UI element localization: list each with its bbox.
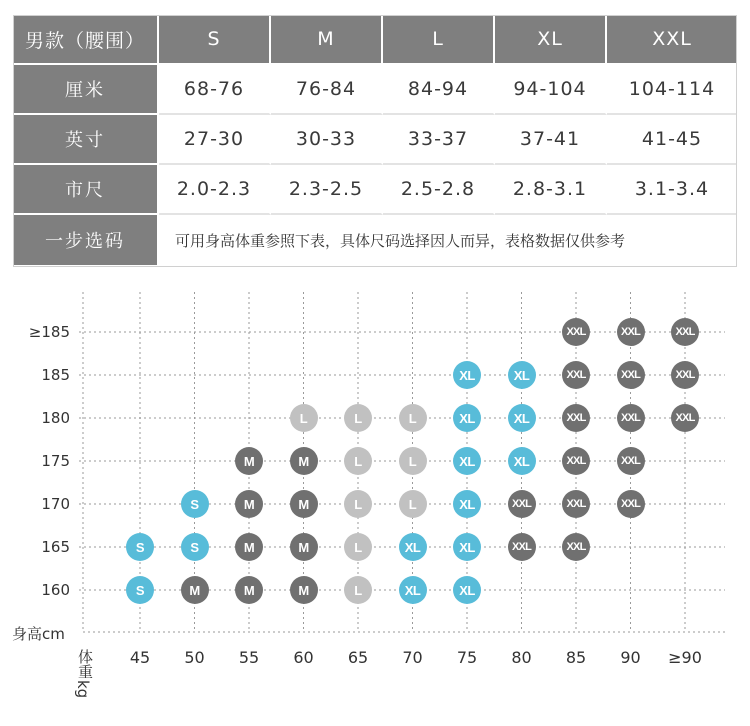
x-tick-label: 55 (238, 648, 260, 667)
size-marker-m: M (181, 576, 209, 604)
size-marker-xxl: XXL (617, 447, 645, 475)
y-tick-label: 160 (41, 581, 70, 599)
row-label-cm: 厘米 (13, 65, 159, 115)
x-tick-label: ≥90 (668, 648, 702, 667)
size-marker-xl: XL (453, 490, 481, 518)
x-tick-label: 65 (347, 648, 369, 667)
x-axis-label-char: 重 (78, 663, 94, 681)
table-cell: 2.5-2.8 (383, 165, 495, 215)
table-cell: 68-76 (159, 65, 271, 115)
x-tick-label: 75 (456, 648, 478, 667)
size-marker-xxl: XXL (562, 361, 590, 389)
y-tick-label: 175 (41, 452, 70, 470)
size-marker-xl: XL (399, 576, 427, 604)
size-marker-xl: XL (453, 447, 481, 475)
table-note: 可用身高体重参照下表，具体尺码选择因人而异，表格数据仅供参考 (159, 215, 737, 265)
size-marker-xl: XL (453, 404, 481, 432)
size-marker-m: M (290, 490, 318, 518)
size-marker-s: S (181, 533, 209, 561)
size-marker-l: L (399, 490, 427, 518)
table-cell: 37-41 (495, 115, 607, 165)
x-tick-label: 50 (184, 648, 205, 667)
size-chart (0, 280, 750, 726)
y-tick-label: 170 (41, 495, 70, 513)
size-marker-xl: XL (508, 361, 536, 389)
x-tick-label: 70 (402, 648, 423, 667)
table-note-row (13, 215, 737, 265)
size-marker-xxl: XXL (562, 490, 590, 518)
size-marker-xxl: XXL (617, 404, 645, 432)
size-marker-xl: XL (453, 576, 481, 604)
x-tick-label: 60 (293, 648, 314, 667)
row-label-select: 一步选码 (13, 215, 159, 265)
table-cell: 3.1-3.4 (607, 165, 737, 215)
header-size-xxl: XXL (607, 15, 737, 65)
size-marker-s: S (126, 533, 154, 561)
size-marker-l: L (344, 533, 372, 561)
row-label-inch: 英寸 (13, 115, 159, 165)
size-marker-xl: XL (453, 533, 481, 561)
table-cell: 84-94 (383, 65, 495, 115)
table-row (13, 115, 737, 165)
table-cell: 76-84 (271, 65, 383, 115)
table-cell: 94-104 (495, 65, 607, 115)
header-label: 男款（腰围） (13, 15, 159, 65)
size-marker-xxl: XXL (508, 490, 536, 518)
table-cell: 2.0-2.3 (159, 165, 271, 215)
size-marker-xxl: XXL (671, 404, 699, 432)
x-axis-label (74, 648, 98, 699)
table-row (13, 65, 737, 115)
size-marker-s: S (181, 490, 209, 518)
x-tick-label: 85 (565, 648, 587, 667)
size-marker-s: S (126, 576, 154, 604)
x-axis-label-unit: kg (74, 680, 92, 699)
table-cell: 104-114 (607, 65, 737, 115)
size-marker-l: L (399, 404, 427, 432)
table-cell: 41-45 (607, 115, 737, 165)
size-marker-m: M (235, 447, 263, 475)
size-marker-xxl: XXL (562, 533, 590, 561)
size-marker-m: M (235, 490, 263, 518)
size-marker-l: L (344, 576, 372, 604)
header-size-l: L (383, 15, 495, 65)
size-marker-xxl: XXL (671, 318, 699, 346)
y-tick-label: 180 (41, 409, 70, 427)
y-tick-label: 185 (41, 366, 70, 384)
size-marker-l: L (344, 447, 372, 475)
y-axis-label: 身高cm (12, 625, 65, 643)
header-size-m: M (271, 15, 383, 65)
header-size-xl: XL (495, 15, 607, 65)
size-marker-xl: XL (508, 447, 536, 475)
table-cell: 27-30 (159, 115, 271, 165)
size-marker-xxl: XXL (617, 318, 645, 346)
size-table (13, 15, 737, 265)
size-marker-xxl: XXL (617, 490, 645, 518)
row-label-chi: 市尺 (13, 165, 159, 215)
size-marker-xxl: XXL (562, 447, 590, 475)
size-marker-xxl: XXL (508, 533, 536, 561)
y-tick-label: 165 (41, 538, 70, 556)
size-marker-xl: XL (508, 404, 536, 432)
size-marker-xl: XL (399, 533, 427, 561)
size-marker-l: L (344, 490, 372, 518)
size-marker-m: M (290, 447, 318, 475)
table-cell: 33-37 (383, 115, 495, 165)
size-marker-m: M (235, 576, 263, 604)
size-marker-m: M (235, 533, 263, 561)
table-cell: 2.3-2.5 (271, 165, 383, 215)
table-cell: 30-33 (271, 115, 383, 165)
size-marker-l: L (344, 404, 372, 432)
header-size-s: S (159, 15, 271, 65)
x-tick-label: 90 (620, 648, 641, 667)
x-axis-label-char: 体 (78, 648, 94, 666)
table-cell: 2.8-3.1 (495, 165, 607, 215)
y-tick-label: ≥185 (28, 323, 70, 341)
size-marker-xxl: XXL (671, 361, 699, 389)
size-marker-xxl: XXL (617, 361, 645, 389)
table-header-row (13, 15, 737, 65)
size-marker-xxl: XXL (562, 318, 590, 346)
size-marker-m: M (290, 533, 318, 561)
size-marker-m: M (290, 576, 318, 604)
size-marker-l: L (290, 404, 318, 432)
table-row (13, 165, 737, 215)
x-tick-label: 45 (129, 648, 151, 667)
size-marker-xl: XL (453, 361, 481, 389)
size-marker-l: L (399, 447, 427, 475)
size-marker-xxl: XXL (562, 404, 590, 432)
x-tick-label: 80 (511, 648, 532, 667)
